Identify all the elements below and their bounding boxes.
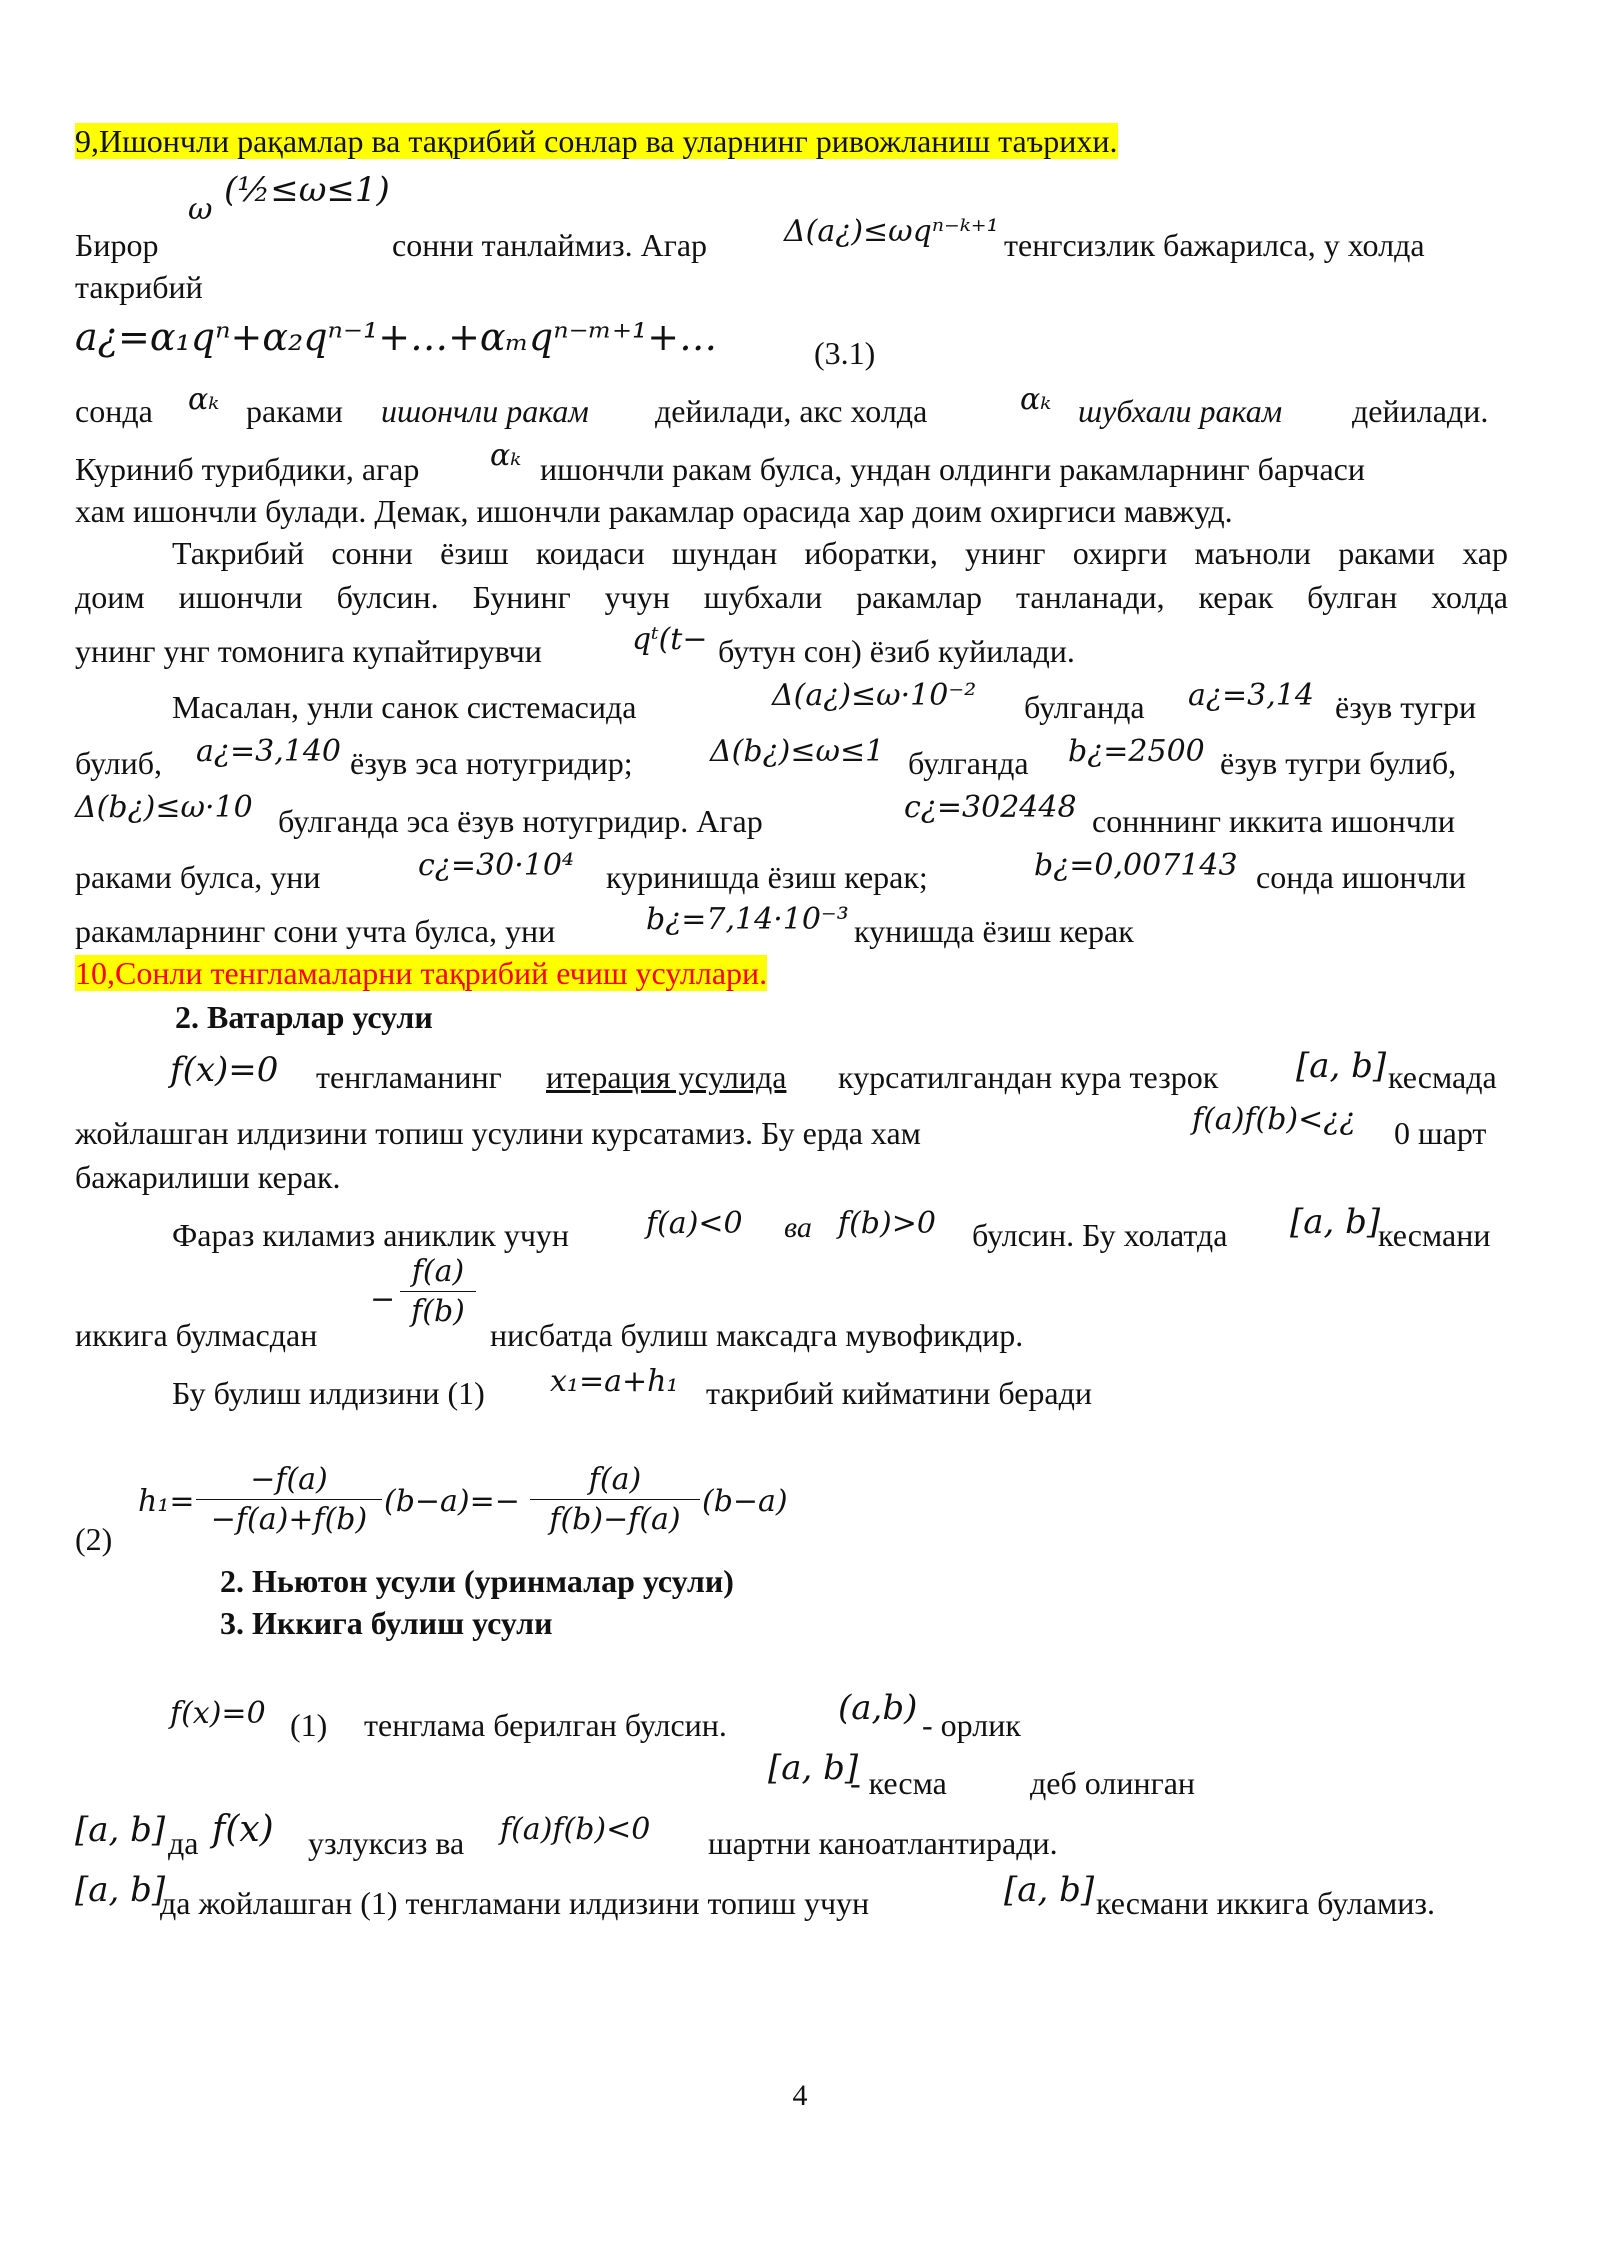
p5-fx0: f(x)=0 bbox=[170, 1050, 279, 1090]
p4-l2a: булиб, bbox=[75, 745, 163, 781]
p2-ishonchli-rakam: ишончли ракам bbox=[381, 393, 589, 429]
p2-line2b: ишончли ракам булса, ундан олдинги ракамларнинг барчаси bbox=[540, 451, 1365, 487]
page-number: 4 bbox=[792, 2079, 808, 2112]
p4-l2b: ёзув эса нотугридир; bbox=[350, 745, 633, 781]
section-vatarlar-title: 2. Ватарлар усули bbox=[175, 999, 433, 1035]
eq2-num-2: f(a) bbox=[530, 1460, 700, 1500]
p1-birop: Бирор bbox=[75, 227, 159, 263]
p4-l1a: Масалан, унли санок системасида bbox=[172, 689, 637, 725]
p6-l2b: нисбатда булиш максадга мувофикдир. bbox=[490, 1317, 1024, 1353]
eq2-tail: (b−a) bbox=[702, 1484, 788, 1519]
omega-symbol: ω bbox=[188, 192, 213, 227]
p6-l1a: Фараз киламиз аниклик учун bbox=[172, 1217, 570, 1253]
p7-l1a: Бу булиш илдизини (1) bbox=[172, 1375, 485, 1411]
p5-l2b: 0 шарт bbox=[1394, 1115, 1487, 1151]
p5-l1b: курсатилгандан кура тезрок bbox=[838, 1059, 1219, 1095]
p5-l1c: кесмада bbox=[1388, 1059, 1497, 1095]
p6-l1b: булсин. Бу холатда bbox=[972, 1217, 1228, 1253]
p2-deyiladi-aks: дейилади, акс холда bbox=[655, 393, 928, 429]
p6-va: ва bbox=[784, 1211, 812, 1244]
p4-f8: c¿=30·10⁴ bbox=[418, 848, 574, 883]
eq2-h1: h₁= bbox=[138, 1484, 195, 1519]
p1-text2: тенгсизлик бажарилса, у холда bbox=[1004, 227, 1425, 263]
p3-line3a: унинг унг томонига купайтирувчи bbox=[75, 633, 542, 669]
p5-cond: f(a)f(b)<¿¿ bbox=[1192, 1102, 1356, 1137]
p5-l3: бажарилиши керак. bbox=[75, 1159, 341, 1195]
p4-l1c: ёзув тугри bbox=[1335, 689, 1477, 725]
p4-f6: Δ(b¿)≤ω·10 bbox=[75, 790, 253, 825]
equation-3-1-number: (3.1) bbox=[814, 335, 876, 371]
p4-l3a: булганда эса ёзув нотугридир. Агар bbox=[278, 803, 763, 839]
p5-ab: [a, b] bbox=[1296, 1046, 1387, 1086]
eq2-num-1: −f(a) bbox=[196, 1460, 382, 1500]
p3-q-t: qᵗ(t− bbox=[632, 622, 708, 657]
p8-ab-open: (a,b) bbox=[838, 1688, 918, 1728]
p7-x1: x₁=a+h₁ bbox=[550, 1364, 679, 1399]
p6-fb: f(b)>0 bbox=[838, 1206, 936, 1241]
alpha-k-2: αₖ bbox=[1020, 382, 1052, 417]
equation-2-number: (2) bbox=[75, 1521, 113, 1557]
p7-l1b: такрибий кийматини беради bbox=[706, 1375, 1093, 1411]
eq2-den-1: −f(a)+f(b) bbox=[210, 1502, 368, 1537]
p4-l5b: кунишда ёзиш керак bbox=[854, 913, 1134, 949]
p3-line2: доим ишончли булсин. Бунинг учун шубхали ракамлар танланади, керак булган холда bbox=[75, 579, 1508, 615]
p8-deb: деб олинган bbox=[1030, 1765, 1196, 1801]
p6-minus: − bbox=[370, 1282, 396, 1317]
p4-l3b: сонннинг иккита ишончли bbox=[1092, 803, 1455, 839]
p8-ab3: [a, b] bbox=[75, 1870, 166, 1910]
p8-ab-closed: [a, b] bbox=[768, 1748, 859, 1788]
p2-line2a: Куриниб турибдики, агар bbox=[75, 451, 420, 487]
p8-kesma: - кесма bbox=[850, 1765, 947, 1801]
p2-deyiladi: дейилади. bbox=[1352, 393, 1489, 429]
p8-fx: f(x) bbox=[212, 1809, 274, 1850]
p6-l1c: кесмани bbox=[1378, 1217, 1491, 1253]
eq2-fraction-1 bbox=[196, 1460, 382, 1539]
p4-l2d: ёзув тугри булиб, bbox=[1220, 745, 1457, 781]
newton-method-title: 2. Ньютон усули (уринмалар усули) bbox=[220, 1563, 734, 1599]
p2-line3: хам ишончли булади. Демак, ишончли ракамлар орасида хар доим охиргиси мавжуд. bbox=[75, 493, 1233, 529]
p2-shubhali-rakam: шубхали ракам bbox=[1078, 393, 1283, 429]
p4-f10: b¿=7,14·10⁻³ bbox=[646, 902, 849, 937]
p8-uzluksiz: узлуксиз ва bbox=[308, 1825, 465, 1861]
equation-3-1: a¿=α₁qⁿ+α₂qⁿ⁻¹+…+αₘqⁿ⁻ᵐ⁺¹+… bbox=[75, 315, 718, 359]
p4-l1b: булганда bbox=[1024, 689, 1145, 725]
heading-10: 10,Сонли тенгламаларни тақрибий ечиш усуллари. bbox=[75, 955, 768, 991]
p1-formula1: Δ(a¿)≤ωqⁿ⁻ᵏ⁺¹ bbox=[784, 214, 999, 249]
p8-l3a: да жойлашган (1) тенгламани илдизини топиш учун bbox=[160, 1885, 870, 1921]
p4-f4: Δ(b¿)≤ω≤1 bbox=[710, 734, 885, 769]
eq2-den-2: f(b)−f(a) bbox=[549, 1502, 681, 1537]
p6-fraction bbox=[400, 1252, 476, 1331]
p4-f1: Δ(a¿)≤ω·10⁻² bbox=[772, 678, 977, 713]
p4-f5: b¿=2500 bbox=[1068, 734, 1205, 769]
bisection-method-title: 3. Иккига булиш усули bbox=[220, 1605, 553, 1641]
eq2-mid: (b−a)=− bbox=[384, 1484, 520, 1519]
p8-ab4: [a, b] bbox=[1004, 1870, 1095, 1910]
p2-sonda: сонда bbox=[75, 393, 153, 429]
p8-shart: шартни каноатлантиради. bbox=[708, 1825, 1058, 1861]
p5-l1a: тенгламанинг bbox=[316, 1059, 502, 1095]
p1-text1: сонни танлаймиз. Агар bbox=[392, 227, 708, 263]
p4-l4c: сонда ишончли bbox=[1256, 859, 1466, 895]
eq2-fraction-2 bbox=[530, 1460, 700, 1539]
p8-cond: f(a)f(b)<0 bbox=[500, 1812, 651, 1847]
p6-fa: f(a)<0 bbox=[646, 1206, 743, 1241]
p8-da: да bbox=[168, 1825, 199, 1861]
p6-frac-den: f(b) bbox=[411, 1294, 465, 1329]
p8-l3b: кесмани иккига буламиз. bbox=[1096, 1885, 1435, 1921]
p8-ab2: [a, b] bbox=[75, 1810, 166, 1850]
p6-frac-num: f(a) bbox=[400, 1252, 476, 1292]
p4-l5a: ракамларнинг сони учта булса, уни bbox=[75, 913, 556, 949]
omega-condition: (½≤ω≤1) bbox=[224, 170, 390, 210]
p1-text3: такрибий bbox=[75, 269, 203, 305]
p8-fx0: f(x)=0 bbox=[170, 1696, 266, 1731]
p6-ab: [a, b] bbox=[1290, 1202, 1381, 1242]
p8-given: тенглама берилган булсин. bbox=[364, 1707, 727, 1743]
p8-orlik: - орлик bbox=[922, 1707, 1021, 1743]
p2-rakami: раками bbox=[246, 393, 343, 429]
p4-f3: a¿=3,140 bbox=[196, 734, 341, 769]
iteration-method-link[interactable]: итерация усулида bbox=[546, 1059, 787, 1095]
heading-9: 9,Ишончли рақамлар ва тақрибий сонлар ва уларнинг ривожланиш таърихи. bbox=[75, 123, 1118, 159]
p4-l4b: куринишда ёзиш керак; bbox=[606, 859, 928, 895]
p4-l2c: булганда bbox=[908, 745, 1029, 781]
p3-line3b: бутун сон) ёзиб куйилади. bbox=[718, 633, 1075, 669]
p8-one: (1) bbox=[290, 1707, 328, 1743]
p3-line1: Такрибий сонни ёзиш коидаси шундан иборатки, унинг охирги маъноли раками хар bbox=[172, 535, 1508, 571]
alpha-k: αₖ bbox=[188, 382, 220, 417]
p4-f9: b¿=0,007143 bbox=[1034, 848, 1238, 883]
p4-l4a: раками булса, уни bbox=[75, 859, 321, 895]
p6-l2a: иккига булмасдан bbox=[75, 1317, 318, 1353]
alpha-k-3: αₖ bbox=[490, 438, 522, 473]
p4-f2: a¿=3,14 bbox=[1188, 678, 1314, 713]
p5-l2a: жойлашган илдизини топиш усулини курсатамиз. Бу ерда хам bbox=[75, 1115, 921, 1151]
p4-f7: c¿=302448 bbox=[904, 790, 1077, 825]
